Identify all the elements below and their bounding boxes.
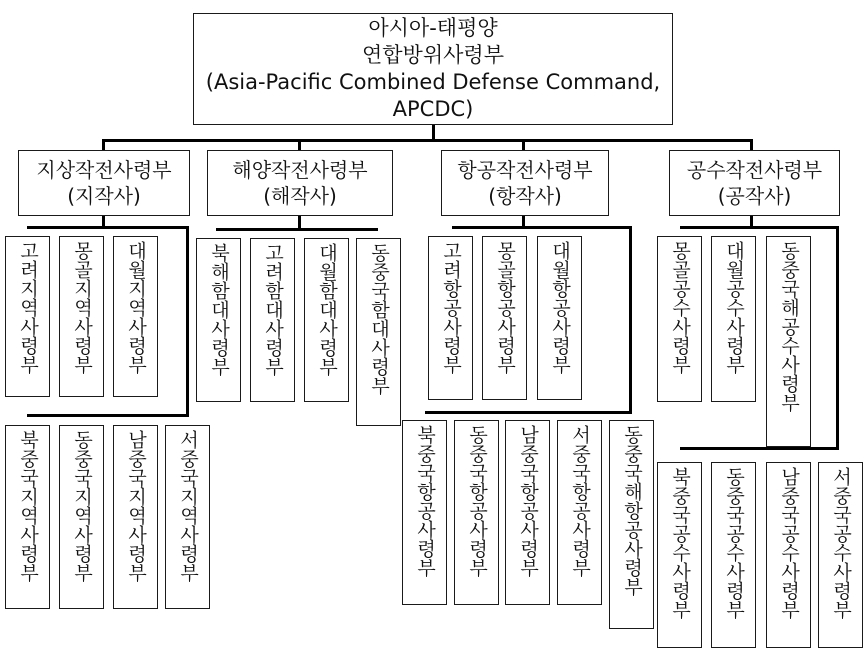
subunit-label: 대월지역사령부: [125, 241, 147, 374]
subunit-box: [657, 462, 702, 648]
subunit-label: 몽골공수사령부: [669, 241, 691, 374]
subunit-label: 남중국항공사령부: [517, 425, 539, 577]
subunit-label: 동중국공수사령부: [723, 467, 745, 619]
subunit-label: 고려항공사령부: [440, 241, 462, 374]
subunit-label: 동중국지역사령부: [71, 430, 93, 582]
subunit-box: [537, 236, 582, 400]
subunit-box: [5, 425, 50, 609]
subunit-box: [5, 236, 50, 397]
c3-right-spine: [629, 226, 632, 414]
subunit-label: 서중국공수사령부: [830, 467, 852, 619]
c3-bus-top: [452, 226, 632, 229]
subunit-box: [766, 462, 811, 648]
subunit-box: [196, 238, 241, 402]
command-name: 항공작전사령부: [457, 158, 593, 182]
command-box-airborne: [669, 150, 840, 216]
subunit-box: [557, 420, 602, 605]
root-abbr: APCDC): [392, 97, 474, 121]
subunit-label: 대월항공사령부: [549, 241, 571, 374]
root-box: [193, 13, 673, 125]
subunit-label: 몽골항공사령부: [494, 241, 516, 374]
c4-right-spine: [836, 226, 839, 450]
subunit-label: 남중국공수사령부: [778, 467, 800, 619]
root-title-ko: 아시아-태평양: [368, 16, 498, 40]
subunit-label: 몽골지역사령부: [71, 241, 93, 374]
subunit-box: [505, 420, 550, 605]
subunit-label: 동중국해항공사령부: [621, 425, 643, 596]
subunit-label: 서중국지역사령부: [177, 430, 199, 582]
root-title-en: (Asia-Pacific Combined Defense Command,: [205, 70, 661, 94]
subunit-label: 서중국항공사령부: [569, 425, 591, 577]
command-box-air: [441, 150, 609, 216]
subunit-box: [356, 238, 401, 426]
top-bus: [102, 139, 752, 142]
subunit-box: [609, 420, 654, 629]
command-abbr: (공작사): [717, 184, 792, 208]
c1-right-spine: [186, 226, 189, 416]
subunit-box: [482, 236, 527, 400]
command-abbr: (항작사): [488, 184, 562, 208]
subunit-box: [428, 236, 473, 400]
command-abbr: (해작사): [263, 184, 337, 208]
subunit-box: [250, 238, 295, 402]
subunit-label: 북중국공수사령부: [669, 467, 691, 619]
subunit-label: 대월공수사령부: [723, 241, 745, 374]
subunit-box: [402, 420, 447, 605]
c1-bus-bottom: [27, 414, 189, 417]
subunit-box: [711, 236, 756, 402]
subunit-label: 대월함대사령부: [316, 243, 338, 376]
command-name: 공수작전사령부: [686, 158, 823, 182]
subunit-label: 북중국항공사령부: [414, 425, 436, 577]
subunit-box: [165, 425, 210, 609]
subunit-label: 동중국해공수사령부: [778, 241, 800, 412]
c4-bus-bottom: [680, 447, 839, 450]
c3-bus-bottom: [425, 411, 632, 414]
subunit-label: 고려지역사령부: [17, 241, 39, 374]
subunit-box: [113, 425, 158, 609]
c4-bus-top: [680, 226, 839, 229]
subunit-label: 동중국항공사령부: [466, 425, 488, 577]
subunit-box: [59, 236, 104, 397]
command-name: 지상작전사령부: [36, 158, 172, 182]
subunit-box: [766, 236, 811, 447]
command-box-naval: [207, 150, 393, 216]
subunit-label: 동중국함대사령부: [368, 243, 390, 395]
subunit-label: 남중국지역사령부: [125, 430, 147, 582]
c2-bus: [216, 228, 378, 231]
command-name: 해양작전사령부: [232, 158, 368, 182]
command-box-ground: [18, 150, 190, 216]
subunit-label: 고려함대사령부: [262, 243, 284, 376]
root-subtitle-ko: 연합방위사령부: [361, 43, 504, 67]
subunit-box: [304, 238, 349, 402]
command-abbr: (지작사): [67, 184, 141, 208]
subunit-label: 북중국지역사령부: [17, 430, 39, 582]
subunit-box: [59, 425, 104, 609]
c1-bus-top: [27, 226, 189, 229]
subunit-box: [113, 236, 158, 397]
subunit-label: 북해함대사령부: [208, 243, 230, 376]
subunit-box: [454, 420, 499, 605]
subunit-box: [711, 462, 756, 648]
subunit-box: [818, 462, 863, 648]
subunit-box: [657, 236, 702, 402]
